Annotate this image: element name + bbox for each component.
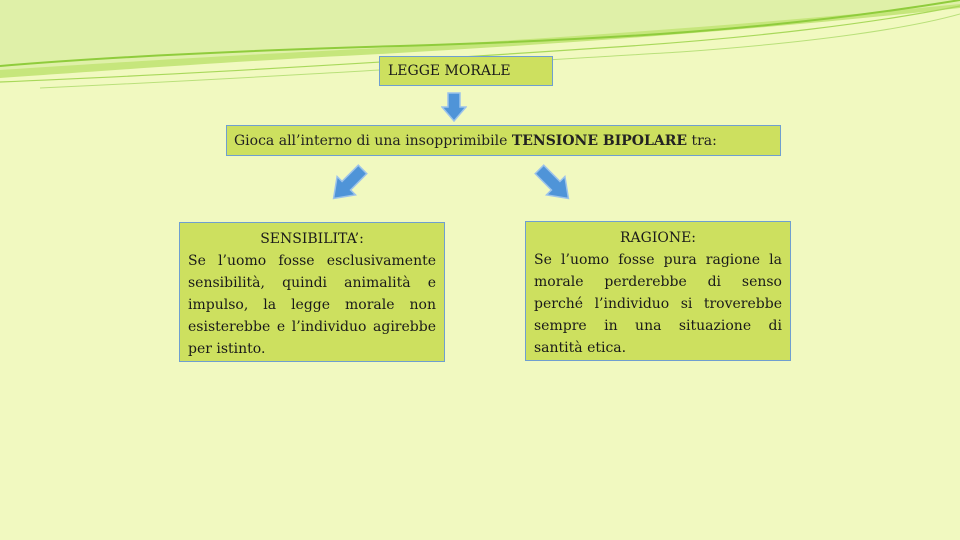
diagonal-arrow-left-icon xyxy=(322,160,372,210)
legge-morale-title-box xyxy=(379,56,553,86)
sensibilita-heading: SENSIBILITA’: xyxy=(260,231,364,247)
tension-statement-box xyxy=(226,125,781,156)
tension-highlight: TENSIONE BIPOLARE xyxy=(511,133,688,149)
ragione-box xyxy=(525,221,791,361)
down-arrow-icon xyxy=(441,92,467,122)
diagonal-arrow-right-icon xyxy=(530,160,580,210)
title-text: LEGGE MORALE xyxy=(388,63,511,79)
tension-prefix: Gioca all’interno di una insopprimibile xyxy=(234,133,512,149)
tension-suffix: tra: xyxy=(687,133,717,149)
ragione-body: Se l’uomo fosse pura ragione la morale perderebbe di senso perché l’individuo si troverebbe sempre in una situazione di santità etica. xyxy=(534,252,782,356)
sensibilita-box xyxy=(179,222,445,362)
sensibilita-body: Se l’uomo fosse esclusivamente sensibilità, quindi animalità e impulso, la legge morale non esisterebbe e l’individuo agirebbe per istinto. xyxy=(188,253,436,357)
ragione-heading: RAGIONE: xyxy=(619,230,697,246)
